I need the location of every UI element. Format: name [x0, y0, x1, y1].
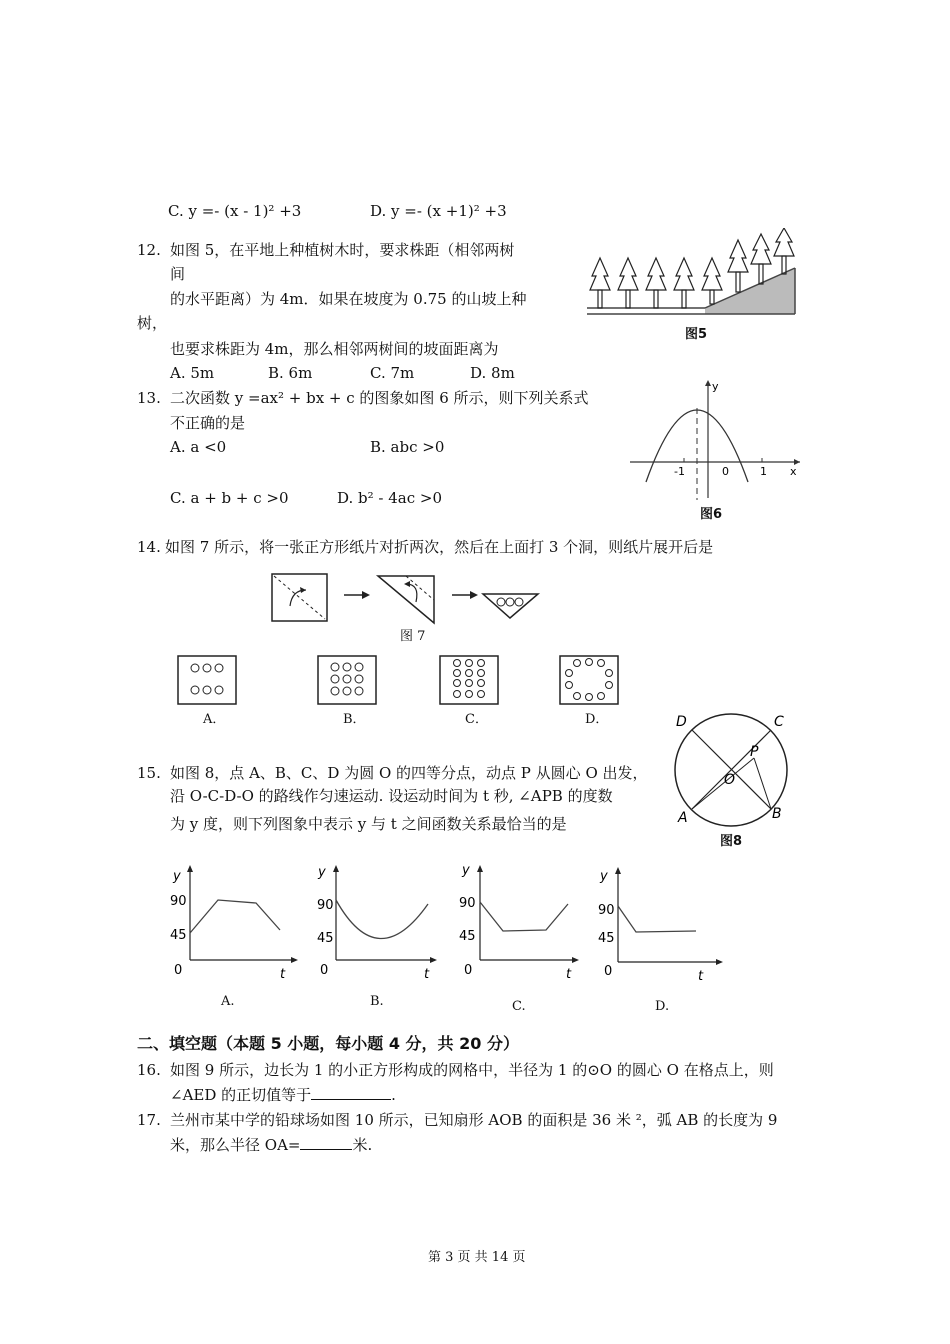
q15-graph-c [458, 860, 583, 985]
svg-text:C: C [774, 714, 784, 730]
slope-hill [705, 268, 795, 314]
q13-option-c: C. a + b + c >0 [170, 489, 289, 507]
q15-line2: 沿 O-C-D-O 的路线作匀速运动. 设运动时间为 t 秒, ∠APB 的度数 [170, 787, 613, 805]
svg-text:0: 0 [464, 963, 473, 978]
figure-6-parabola [628, 378, 808, 504]
svg-text:A: A [678, 810, 688, 826]
svg-text:45: 45 [459, 929, 476, 944]
q12-line3: 也要求株距为 4m，那么相邻两树间的坡面距离为 [170, 340, 499, 358]
q16-answer-blank[interactable] [311, 1085, 391, 1100]
q15-option-a-label: A. [221, 994, 235, 1009]
svg-text:D: D [676, 714, 687, 730]
q13-number: 13. [137, 389, 161, 407]
q15-graph-a [168, 860, 303, 985]
q14-option-b-label: B． [343, 712, 366, 727]
figure-5-slope-trees [585, 228, 800, 324]
svg-text:90: 90 [170, 894, 187, 909]
svg-text:0: 0 [722, 465, 729, 478]
svg-text:90: 90 [598, 903, 615, 918]
q12-number: 12. [137, 241, 161, 259]
q11-option-d: D. y =- (x +1)² +3 [370, 202, 507, 220]
svg-text:x: x [790, 465, 797, 478]
q13-option-d: D. b² - 4ac >0 [337, 489, 443, 507]
tree-4 [674, 258, 694, 308]
q15-option-c-label: C. [512, 999, 526, 1014]
svg-text:t: t [566, 967, 572, 982]
q14-number: 14. [137, 538, 161, 556]
tree-8 [774, 228, 794, 274]
svg-text:y: y [712, 380, 719, 393]
q15-graph-b [316, 860, 441, 985]
q15-number: 15. [137, 764, 161, 782]
q14-option-d-label: D． [585, 712, 609, 727]
svg-text:t: t [698, 969, 704, 984]
tree-2 [618, 258, 638, 308]
figure-8-circle [670, 708, 795, 830]
tree-1 [590, 258, 610, 308]
figure-8-caption: 图8 [720, 834, 743, 849]
q15-line3: 为 y 度，则下列图象中表示 y 与 t 之间函数关系最恰当的是 [170, 815, 567, 833]
svg-text:B: B [772, 806, 782, 822]
q15-line1: 如图 8，点 A、B、C、D 为圆 O 的四等分点，动点 P 从圆心 O 出发， [170, 764, 648, 782]
q17-line1: 兰州市某中学的铅球场如图 10 所示，已知扇形 AOB 的面积是 36 米 ²，弧 AB 的长度为 9 [170, 1111, 778, 1129]
tree-7 [751, 234, 771, 284]
figure-7-folding [268, 570, 543, 625]
q16-line2: ∠AED 的正切值等于 . [170, 1086, 396, 1104]
q14-option-a-label: A． [203, 712, 226, 727]
svg-text:45: 45 [317, 931, 334, 946]
svg-text:90: 90 [317, 898, 334, 913]
svg-text:1: 1 [760, 465, 767, 478]
svg-text:O: O [724, 772, 736, 788]
q14-option-c-figure [438, 654, 500, 706]
q11-option-c: C. y =- (x - 1)² +3 [168, 202, 302, 220]
q15-option-b-label: B. [370, 994, 384, 1009]
q13-line2: 不正确的是 [170, 414, 246, 432]
svg-text:0: 0 [604, 964, 613, 979]
q12-option-b: B. 6m [268, 364, 313, 382]
tree-6 [728, 240, 748, 292]
tree-5 [702, 258, 722, 304]
q17-answer-blank[interactable] [300, 1135, 352, 1150]
q15-option-d-label: D. [655, 999, 670, 1014]
svg-text:y: y [173, 869, 181, 884]
figure-6-caption: 图6 [700, 507, 723, 522]
svg-text:0: 0 [320, 963, 329, 978]
figure-7-caption: 图 7 [400, 629, 426, 644]
svg-text:t: t [424, 967, 430, 982]
svg-text:y: y [318, 865, 326, 880]
q12-line1: 如图 5，在平地上种植树木时，要求株距（相邻两树 [170, 241, 515, 259]
q16-number: 16. [137, 1061, 161, 1079]
q17-number: 17. [137, 1111, 161, 1129]
q12-option-c: C. 7m [370, 364, 415, 382]
svg-text:45: 45 [598, 931, 615, 946]
q14-option-a-figure [176, 654, 238, 706]
q13-option-b: B. abc >0 [370, 438, 445, 456]
svg-text:y: y [462, 863, 470, 878]
svg-text:t: t [280, 967, 286, 982]
q15-graph-d [598, 862, 728, 987]
q12-option-d: D. 8m [470, 364, 515, 382]
svg-text:90: 90 [459, 896, 476, 911]
q16-line1: 如图 9 所示，边长为 1 的小正方形构成的网格中，半径为 1 的⊙O 的圆心 O 在格点上，则 [170, 1061, 774, 1079]
q14-option-b-figure [316, 654, 378, 706]
svg-text:0: 0 [174, 963, 183, 978]
q13-line1: 二次函数 y =ax² + bx + c 的图象如图 6 所示，则下列关系式 [170, 389, 589, 407]
q14-option-d-figure [558, 654, 620, 706]
figure-5-caption: 图5 [685, 327, 708, 342]
q12-line2b: 树， [137, 314, 168, 332]
svg-text:P: P [750, 744, 759, 760]
q13-option-a: A. a <0 [170, 438, 227, 456]
tree-3 [646, 258, 666, 308]
page-footer: 第 3 页 共 14 页 [428, 1250, 526, 1265]
q12-option-a: A. 5m [170, 364, 215, 382]
q12-line1b: 间 [170, 265, 186, 283]
q12-line2: 的水平距离）为 4m．如果在坡度为 0.75 的山坡上种 [170, 290, 527, 308]
svg-text:-1: -1 [674, 465, 685, 478]
q14-text: 如图 7 所示，将一张正方形纸片对折两次，然后在上面打 3 个洞，则纸片展开后是 [165, 538, 714, 556]
q17-line2: 米，那么半径 OA= 米. [170, 1136, 373, 1154]
svg-text:45: 45 [170, 928, 187, 943]
svg-text:y: y [600, 869, 608, 884]
section-2-title: 二、填空题（本题 5 小题，每小题 4 分，共 20 分） [137, 1034, 519, 1053]
q14-option-c-label: C． [465, 712, 488, 727]
